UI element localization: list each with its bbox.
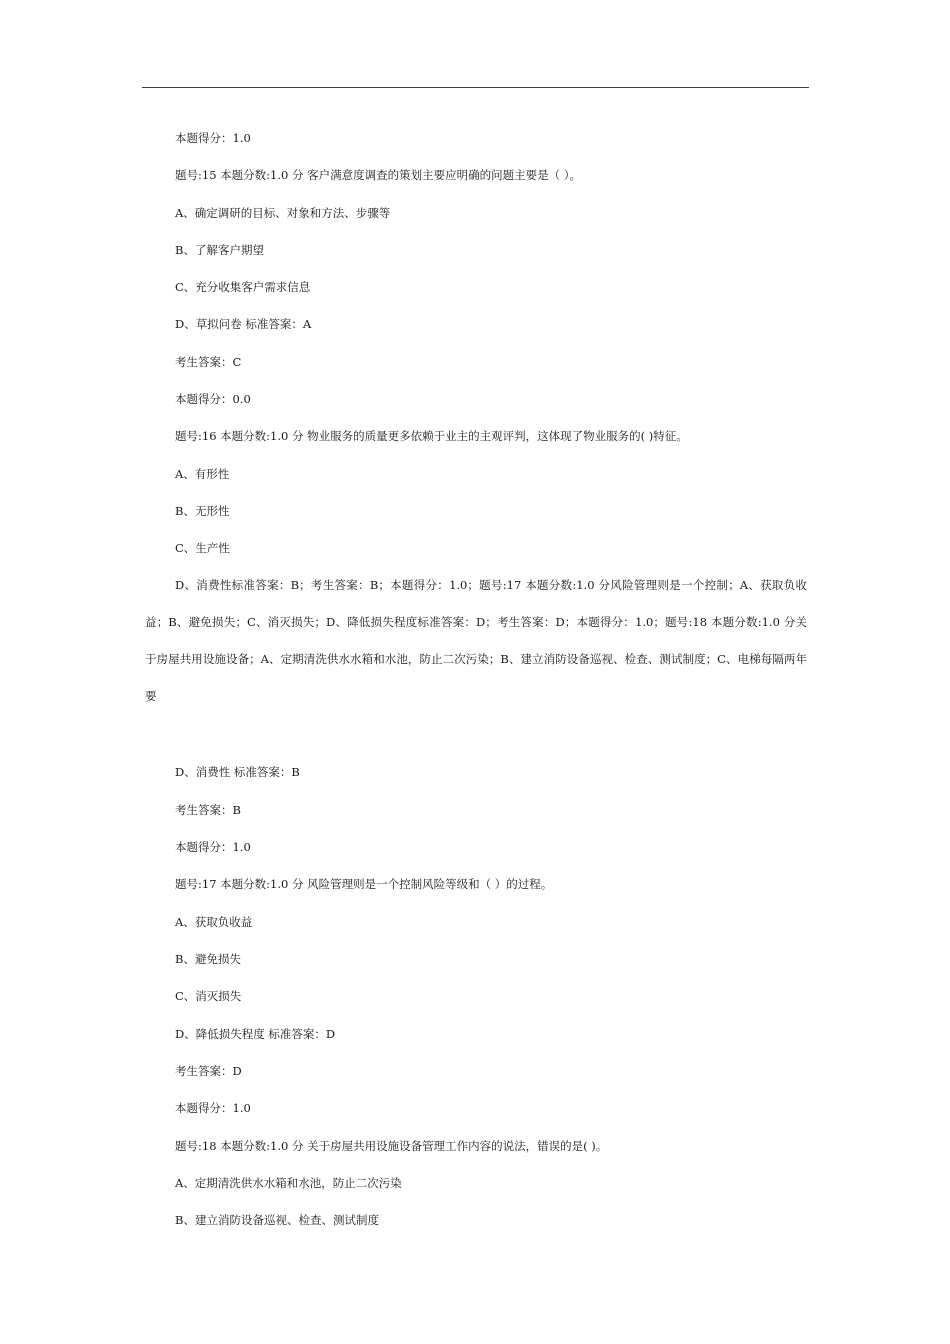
score-line: 本题得分：1.0 xyxy=(175,840,251,854)
option-d-standard-answer: D、降低损失程度 标准答案：D xyxy=(175,1027,336,1041)
question-17: 题号:17 本题分数:1.0 分 风险管理则是一个控制风险等级和（ ）的过程。 xyxy=(175,877,553,891)
option-a: A、定期清洗供水水箱和水池，防止二次污染 xyxy=(175,1176,402,1190)
option-b: B、建立消防设备巡视、检查、测试制度 xyxy=(175,1213,379,1227)
option-b: B、避免损失 xyxy=(175,952,241,966)
option-a: A、确定调研的目标、对象和方法、步骤等 xyxy=(175,206,391,220)
option-c: C、消灭损失 xyxy=(175,989,242,1003)
question-15: 题号:15 本题分数:1.0 分 客户满意度调查的策划主要应明确的问题主要是（ ）。 xyxy=(175,168,582,182)
option-d-standard-answer: D、消费性 标准答案：B xyxy=(175,765,300,779)
merged-paragraph: D、消费性标准答案：B；考生答案：B；本题得分：1.0；题号:17 本题分数:1.0 分风险管理则是一个控制；A、获取负收益；B、避免损失；C、消灭损失；D、降低损失程度标准答案：D；考生答案：D；本题得分：1.0；题号:18 本题分数:1.0 分关于房屋共用设施设备；A、定期清洗供水水箱和水池，防止二次污染；B、建立消防设备巡视、检查、测试制度；C、电梯每隔两年要 xyxy=(145,578,807,703)
header-rule xyxy=(142,87,809,88)
question-16: 题号:16 本题分数:1.0 分 物业服务的质量更多依赖于业主的主观评判，这体现了物业服务的( )特征。 xyxy=(175,429,688,443)
examinee-answer: 考生答案：D xyxy=(175,1064,242,1078)
examinee-answer: 考生答案：B xyxy=(175,803,241,817)
option-c: C、充分收集客户需求信息 xyxy=(175,280,311,294)
option-b: B、无形性 xyxy=(175,504,230,518)
question-18: 题号:18 本题分数:1.0 分 关于房屋共用设施设备管理工作内容的说法，错误的是( )。 xyxy=(175,1139,608,1153)
score-line: 本题得分：1.0 xyxy=(175,131,251,145)
examinee-answer: 考生答案：C xyxy=(175,355,242,369)
option-b: B、了解客户期望 xyxy=(175,243,264,257)
option-a: A、获取负收益 xyxy=(175,915,253,929)
option-d-standard-answer: D、草拟问卷 标准答案：A xyxy=(175,317,312,331)
option-c: C、生产性 xyxy=(175,541,230,555)
option-a: A、有形性 xyxy=(175,467,230,481)
score-line: 本题得分：0.0 xyxy=(175,392,251,406)
score-line: 本题得分：1.0 xyxy=(175,1101,251,1115)
